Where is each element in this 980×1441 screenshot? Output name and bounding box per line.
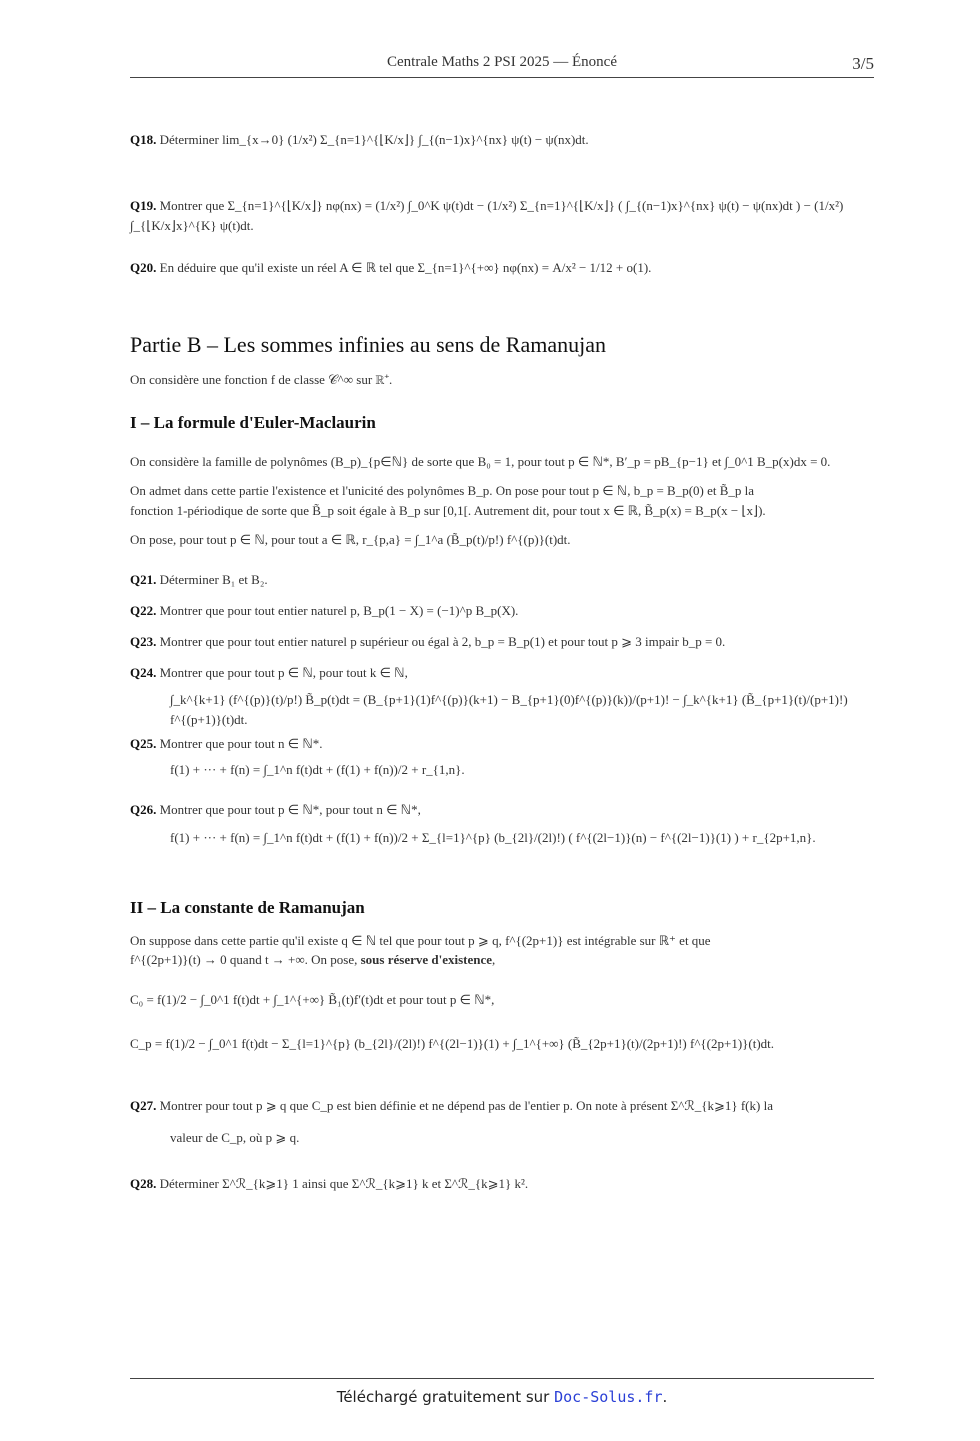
question-q28 <box>130 1174 874 1194</box>
question-text: Déterminer B₁ et B₂. <box>159 572 268 587</box>
footer-suffix: . <box>662 1388 668 1406</box>
paragraph: On suppose dans cette partie qu'il existe q ∈ ℕ tel que pour tout p ⩾ q, f^{(2p+1)} est intégrable sur ℝ⁺ et que <box>130 933 711 948</box>
question-label: Q18. <box>130 132 157 147</box>
paragraph: On considère la famille de polynômes (B_p)_{p∈ℕ} de sorte que B₀ = 1, pour tout p ∈ ℕ*, B′_p = pB_{p−1} et ∫_0^1 B_p(x)dx = 0. <box>130 454 831 469</box>
part-title: Partie B – Les sommes infinies au sens de Ramanujan <box>130 332 606 357</box>
question-q26 <box>130 800 874 820</box>
question-text: Déterminer Σ^ℛ_{k⩾1} 1 ainsi que Σ^ℛ_{k⩾1} k et Σ^ℛ_{k⩾1} k². <box>159 1176 529 1191</box>
footer-text: Téléchargé gratuitement sur <box>336 1388 550 1406</box>
section-title: II – La constante de Ramanujan <box>130 898 365 917</box>
question-label: Q20. <box>130 260 157 275</box>
question-q25 <box>130 734 874 754</box>
question-text: Montrer pour tout p ⩾ q que C_p est bien définie et ne dépend pas de l'entier p. On note à présent Σ^ℛ_{k⩾1} f(k) la <box>159 1098 773 1113</box>
part-intro: On considère une fonction f de classe 𝒞^∞ sur ℝ⁺. <box>130 372 393 387</box>
question-q21 <box>130 570 874 590</box>
footer-rule <box>130 1378 874 1379</box>
question-label: Q19. <box>130 198 157 213</box>
question-text-cont: valeur de C_p, où p ⩾ q. <box>170 1130 300 1145</box>
question-text: Montrer que pour tout p ∈ ℕ, pour tout k ∈ ℕ, <box>159 665 408 680</box>
question-q24 <box>130 663 874 683</box>
question-label: Q25. <box>130 736 157 751</box>
header-rule <box>130 77 874 78</box>
question-text: Montrer que pour tout p ∈ ℕ*, pour tout n ∈ ℕ*, <box>159 802 421 817</box>
footer-link[interactable]: Doc-Solus.fr <box>554 1388 663 1406</box>
question-text: Déterminer lim_{x→0} (1/x²) Σ_{n=1}^{⌊K/x⌋} ∫_{(n−1)x}^{nx} ψ(t) − ψ(nx)dt. <box>159 132 589 147</box>
paragraph: f^{(2p+1)}(t) → 0 quand t → +∞. On pose, sous réserve d'existence, <box>130 952 496 967</box>
header-title: Centrale Maths 2 PSI 2025 — Énoncé <box>387 54 617 70</box>
page-number: 3/5 <box>852 54 874 73</box>
formula: C_p = f(1)/2 − ∫_0^1 f(t)dt − Σ_{l=1}^{p} (b_{2l}/(2l)!) f^{(2l−1)}(1) + ∫_1^{+∞} (B̃_{2p+1}(t)/(2p+1)!) f^{(2p+1)}(t)dt. <box>130 1036 775 1051</box>
question-text: Montrer que pour tout entier naturel p supérieur ou égal à 2, b_p = B_p(1) et pour tout p ⩾ 3 impair b_p = 0. <box>159 634 726 649</box>
page-footer <box>130 1388 874 1406</box>
question-q23 <box>130 632 874 652</box>
paragraph: On admet dans cette partie l'existence et l'unicité des polynômes B_p. On pose pour tout p ∈ ℕ, b_p = B_p(0) et B̃_p la <box>130 483 755 498</box>
document-page <box>130 0 874 1441</box>
question-text: Montrer que pour tout entier naturel p, B_p(1 − X) = (−1)^p B_p(X). <box>159 603 519 618</box>
page-header <box>130 54 874 78</box>
section-title: I – La formule d'Euler-Maclaurin <box>130 413 376 432</box>
paragraph-text: f^{(2p+1)}(t) → 0 quand t → +∞. On pose, <box>130 952 358 967</box>
question-label: Q28. <box>130 1176 157 1191</box>
question-q22 <box>130 601 874 621</box>
question-text: Montrer que Σ_{n=1}^{⌊K/x⌋} nφ(nx) = (1/x²) ∫_0^K ψ(t)dt − (1/x²) Σ_{n=1}^{⌊K/x⌋} ( ∫_{(n−1)x}^{nx} ψ(t) − ψ(nx)dt ) − (1/x²) ∫_{⌊K/x⌋x}^{K} ψ(t)dt. <box>130 198 844 233</box>
question-label: Q22. <box>130 603 157 618</box>
formula: f(1) + ··· + f(n) = ∫_1^n f(t)dt + (f(1) + f(n))/2 + Σ_{l=1}^{p} (b_{2l}/(2l)!) ( f^{(2l−1)}(n) − f^{(2l−1)}(1) ) + r_{2p+1,n}. <box>170 830 816 845</box>
question-text: En déduire que qu'il existe un réel A ∈ ℝ tel que Σ_{n=1}^{+∞} nφ(nx) = A/x² − 1/12 + o(1). <box>159 260 652 275</box>
question-label: Q21. <box>130 572 157 587</box>
paragraph: fonction 1-périodique de sorte que B̃_p soit égale à B_p sur [0,1[. Autrement dit, pour tout x ∈ ℝ, B̃_p(x) = B_p(x − ⌊x⌋). <box>130 503 766 518</box>
emphasis-text: sous réserve d'existence <box>360 952 493 967</box>
question-label: Q23. <box>130 634 157 649</box>
formula: C₀ = f(1)/2 − ∫_0^1 f(t)dt + ∫_1^{+∞} B̃₁(t)f′(t)dt et pour tout p ∈ ℕ*, <box>130 992 495 1007</box>
question-q19 <box>130 196 874 236</box>
question-label: Q26. <box>130 802 157 817</box>
formula: ∫_k^{k+1} (f^{(p)}(t)/p!) B̃_p(t)dt = (B_{p+1}(1)f^{(p)}(k+1) − B_{p+1}(0)f^{(p)}(k))/(p+1)! − ∫_k^{k+1} (B̃_{p+1}(t)/(p+1)!) f^{(p+1)}(t)dt. <box>170 692 848 727</box>
paragraph: On pose, pour tout p ∈ ℕ, pour tout a ∈ ℝ, r_{p,a} = ∫_1^a (B̃_p(t)/p!) f^{(p)}(t)dt. <box>130 532 571 547</box>
question-text: Montrer que pour tout n ∈ ℕ*. <box>159 736 323 751</box>
question-label: Q24. <box>130 665 157 680</box>
question-label: Q27. <box>130 1098 157 1113</box>
question-q18 <box>130 130 874 150</box>
question-q20 <box>130 258 874 278</box>
question-q27 <box>130 1096 874 1116</box>
formula: f(1) + ··· + f(n) = ∫_1^n f(t)dt + (f(1) + f(n))/2 + r_{1,n}. <box>170 762 465 777</box>
